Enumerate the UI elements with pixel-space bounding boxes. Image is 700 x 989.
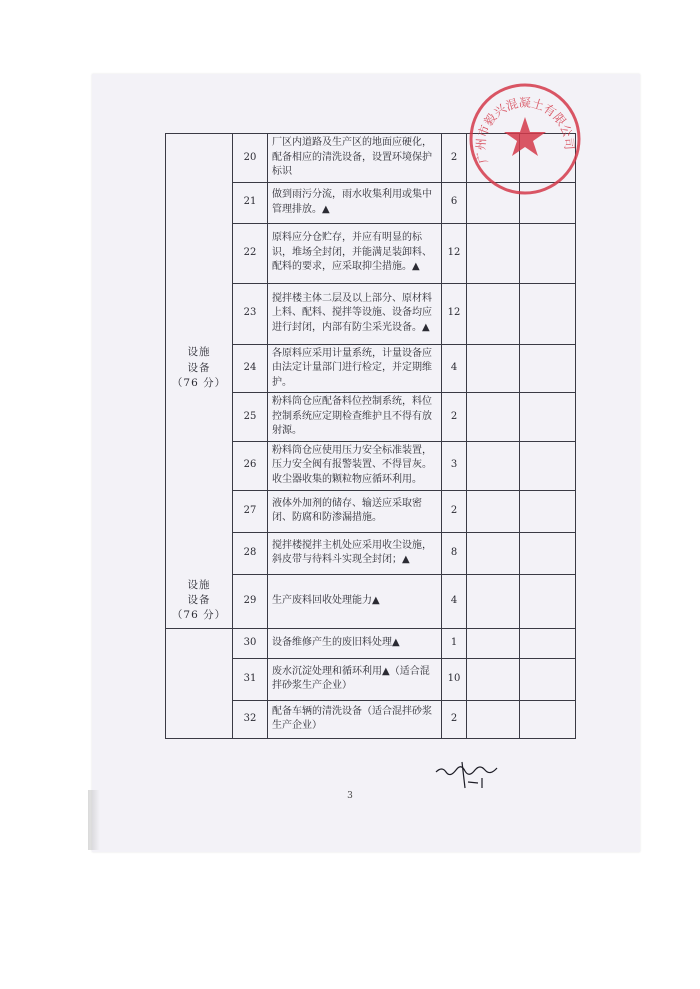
item-description: 搅拌楼搅拌主机处应采用收尘设施，斜皮带与待料斗实现全封闭；▲ — [268, 532, 442, 574]
remark-cell — [520, 441, 576, 490]
category-cell-empty — [166, 628, 233, 658]
self-check-cell — [467, 700, 520, 738]
scoring-table — [165, 133, 576, 739]
remark-cell — [520, 532, 576, 574]
item-score: 4 — [442, 344, 467, 393]
item-description: 配备车辆的清洗设备（适合混拌砂浆生产企业） — [268, 700, 442, 738]
category-cell-empty — [166, 393, 233, 442]
self-check-cell — [467, 628, 520, 658]
item-number: 20 — [233, 134, 268, 183]
item-number: 21 — [233, 182, 268, 223]
item-number: 27 — [233, 490, 268, 532]
page-number: 3 — [347, 791, 353, 801]
item-description: 粉料筒仓应使用压力安全标准装置，压力安全阀有报警装置、不得冒灰。收尘器收集的颗粒物应循环利用。 — [268, 441, 442, 490]
item-score: 3 — [442, 441, 467, 490]
item-number: 24 — [233, 344, 268, 393]
item-score: 6 — [442, 182, 467, 223]
table-row — [166, 283, 576, 344]
item-score: 12 — [442, 223, 467, 283]
table-row — [166, 393, 576, 442]
category-cell — [166, 344, 233, 393]
self-check-cell — [467, 283, 520, 344]
item-number: 32 — [233, 700, 268, 738]
category-cell-empty — [166, 658, 233, 700]
category-cell-empty — [166, 441, 233, 490]
table-row — [166, 441, 576, 490]
table-row — [166, 628, 576, 658]
seal-text: 广州市毅兴混凝土有限公司 — [473, 95, 577, 165]
category-cell-empty — [166, 134, 233, 183]
item-description: 搅拌楼主体二层及以上部分、原材料上料、配料、搅拌等设施、设备均应进行封闭，内部有防尘采光设备。▲ — [268, 283, 442, 344]
category-label: （76 分） — [171, 609, 227, 622]
item-description: 原料应分仓贮存，并应有明显的标识，堆场全封闭，并能满足装卸料、配料的要求，应采取抑尘措施。▲ — [268, 223, 442, 283]
category-cell-empty — [166, 700, 233, 738]
remark-cell — [520, 393, 576, 442]
self-check-cell — [467, 658, 520, 700]
self-check-cell — [467, 490, 520, 532]
item-number: 29 — [233, 574, 268, 628]
self-check-cell — [467, 441, 520, 490]
item-score: 2 — [442, 490, 467, 532]
item-description: 做到雨污分流，雨水收集利用或集中管理排放。▲ — [268, 182, 442, 223]
table-row — [166, 490, 576, 532]
item-description: 设备维修产生的废旧料处理▲ — [268, 628, 442, 658]
table-row — [166, 700, 576, 738]
category-label: 设施 — [187, 346, 211, 359]
item-score: 1 — [442, 628, 467, 658]
category-cell — [166, 574, 233, 628]
category-cell-empty — [166, 223, 233, 283]
company-seal — [466, 80, 584, 198]
item-number: 31 — [233, 658, 268, 700]
category-cell-empty — [166, 490, 233, 532]
item-description: 粉料筒仓应配备料位控制系统，料位控制系统应定期检查维护且不得有放射源。 — [268, 393, 442, 442]
remark-cell — [520, 344, 576, 393]
self-check-cell — [467, 393, 520, 442]
self-check-cell — [467, 344, 520, 393]
item-score: 2 — [442, 134, 467, 183]
item-score: 4 — [442, 574, 467, 628]
item-number: 23 — [233, 283, 268, 344]
remark-cell — [520, 223, 576, 283]
item-number: 30 — [233, 628, 268, 658]
category-cell-empty — [166, 532, 233, 574]
remark-cell — [520, 574, 576, 628]
item-score: 10 — [442, 658, 467, 700]
item-number: 25 — [233, 393, 268, 442]
item-description: 生产废料回收处理能力▲ — [268, 574, 442, 628]
table-row — [166, 658, 576, 700]
item-description: 各原料应采用计量系统，计量设备应由法定计量部门进行检定，并定期维护。 — [268, 344, 442, 393]
item-score: 12 — [442, 283, 467, 344]
self-check-cell — [467, 223, 520, 283]
item-number: 22 — [233, 223, 268, 283]
table-row — [166, 574, 576, 628]
remark-cell — [520, 700, 576, 738]
remark-cell — [520, 283, 576, 344]
item-score: 2 — [442, 700, 467, 738]
remark-cell — [520, 490, 576, 532]
category-label: 设备 — [187, 361, 211, 374]
category-label: （76 分） — [171, 376, 227, 389]
handwritten-signature — [432, 758, 512, 792]
page-edge-shadow — [88, 790, 100, 850]
item-number: 26 — [233, 441, 268, 490]
item-description: 废水沉淀处理和循环利用▲（适合混拌砂浆生产企业） — [268, 658, 442, 700]
category-cell-empty — [166, 283, 233, 344]
item-score: 2 — [442, 393, 467, 442]
category-label: 设备 — [187, 594, 211, 607]
item-description: 液体外加剂的储存、输送应采取密闭、防腐和防渗漏措施。 — [268, 490, 442, 532]
category-cell-empty — [166, 182, 233, 223]
item-number: 28 — [233, 532, 268, 574]
self-check-cell — [467, 532, 520, 574]
remark-cell — [520, 628, 576, 658]
item-description: 厂区内道路及生产区的地面应硬化，配备相应的清洗设备，设置环境保护标识 — [268, 134, 442, 183]
remark-cell — [520, 658, 576, 700]
table-row — [166, 532, 576, 574]
item-score: 8 — [442, 532, 467, 574]
category-label: 设施 — [187, 578, 211, 591]
self-check-cell — [467, 574, 520, 628]
table-row — [166, 344, 576, 393]
table-row — [166, 223, 576, 283]
